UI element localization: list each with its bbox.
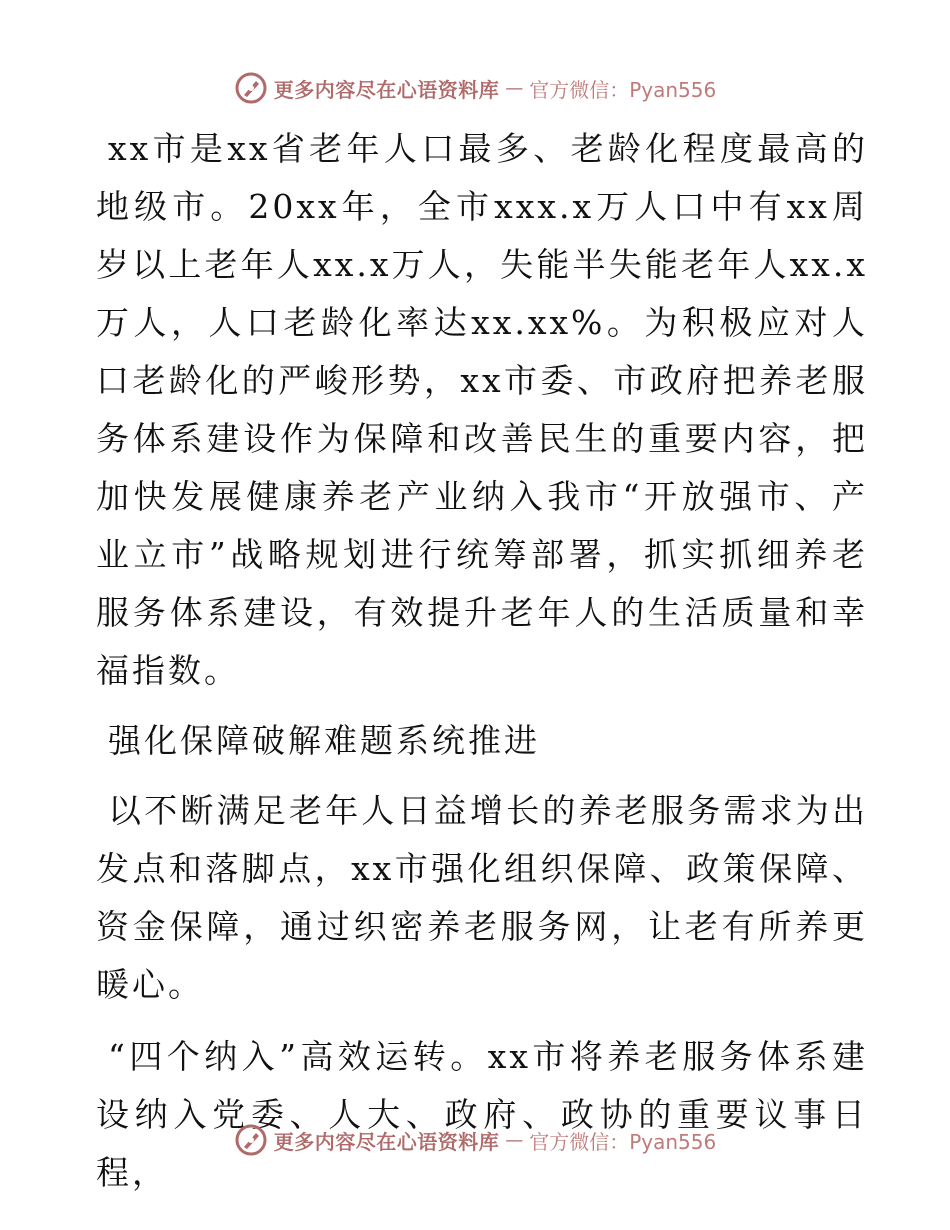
paragraph-four-inclusions: “四个纳入”高效运转。xx市将养老服务体系建设纳入党委、人大、政府、政协的重要议事日程， [96, 1037, 868, 1192]
watermark-contact: 官方微信：Pyan556 [529, 77, 717, 102]
document-body [96, 120, 868, 1202]
paragraph-intro: xx市是xx省老年人口最多、老龄化程度最高的地级市。20xx年，全市xxx.x万人口中有xx周岁以上老年人xx.x万人，失能半失能老年人xx.x万人，人口老龄化率达xx.xx%。为积极应对人口老龄化的严峻形势，xx市委、市政府把养老服务体系建设作为保障和改善民生的重要内容，把加快发展健康养老产业纳入我市“开放强市、产业立市”战略规划进行统筹部署，抓实抓细养老服务体系建设，有效提升老年人的生活质量和幸福指数。 [96, 129, 868, 690]
footer-watermark [0, 1120, 950, 1160]
watermark-separator: — [505, 1129, 524, 1151]
watermark-brand: 更多内容尽在心语资料库 [273, 1129, 500, 1154]
watermark-brand: 更多内容尽在心语资料库 [273, 77, 500, 102]
header-watermark [0, 68, 950, 108]
quill-circle-logo-icon [234, 71, 268, 105]
quill-circle-logo-icon [234, 1123, 268, 1157]
watermark-separator: — [505, 77, 524, 99]
paragraph-guarantee: 以不断满足老年人日益增长的养老服务需求为出发点和落脚点，xx市强化组织保障、政策保障、资金保障，通过织密养老服务网，让老有所养更暖心。 [96, 791, 868, 1004]
watermark-contact: 官方微信：Pyan556 [529, 1129, 717, 1154]
section-heading: 强化保障破解难题系统推进 [108, 721, 540, 760]
